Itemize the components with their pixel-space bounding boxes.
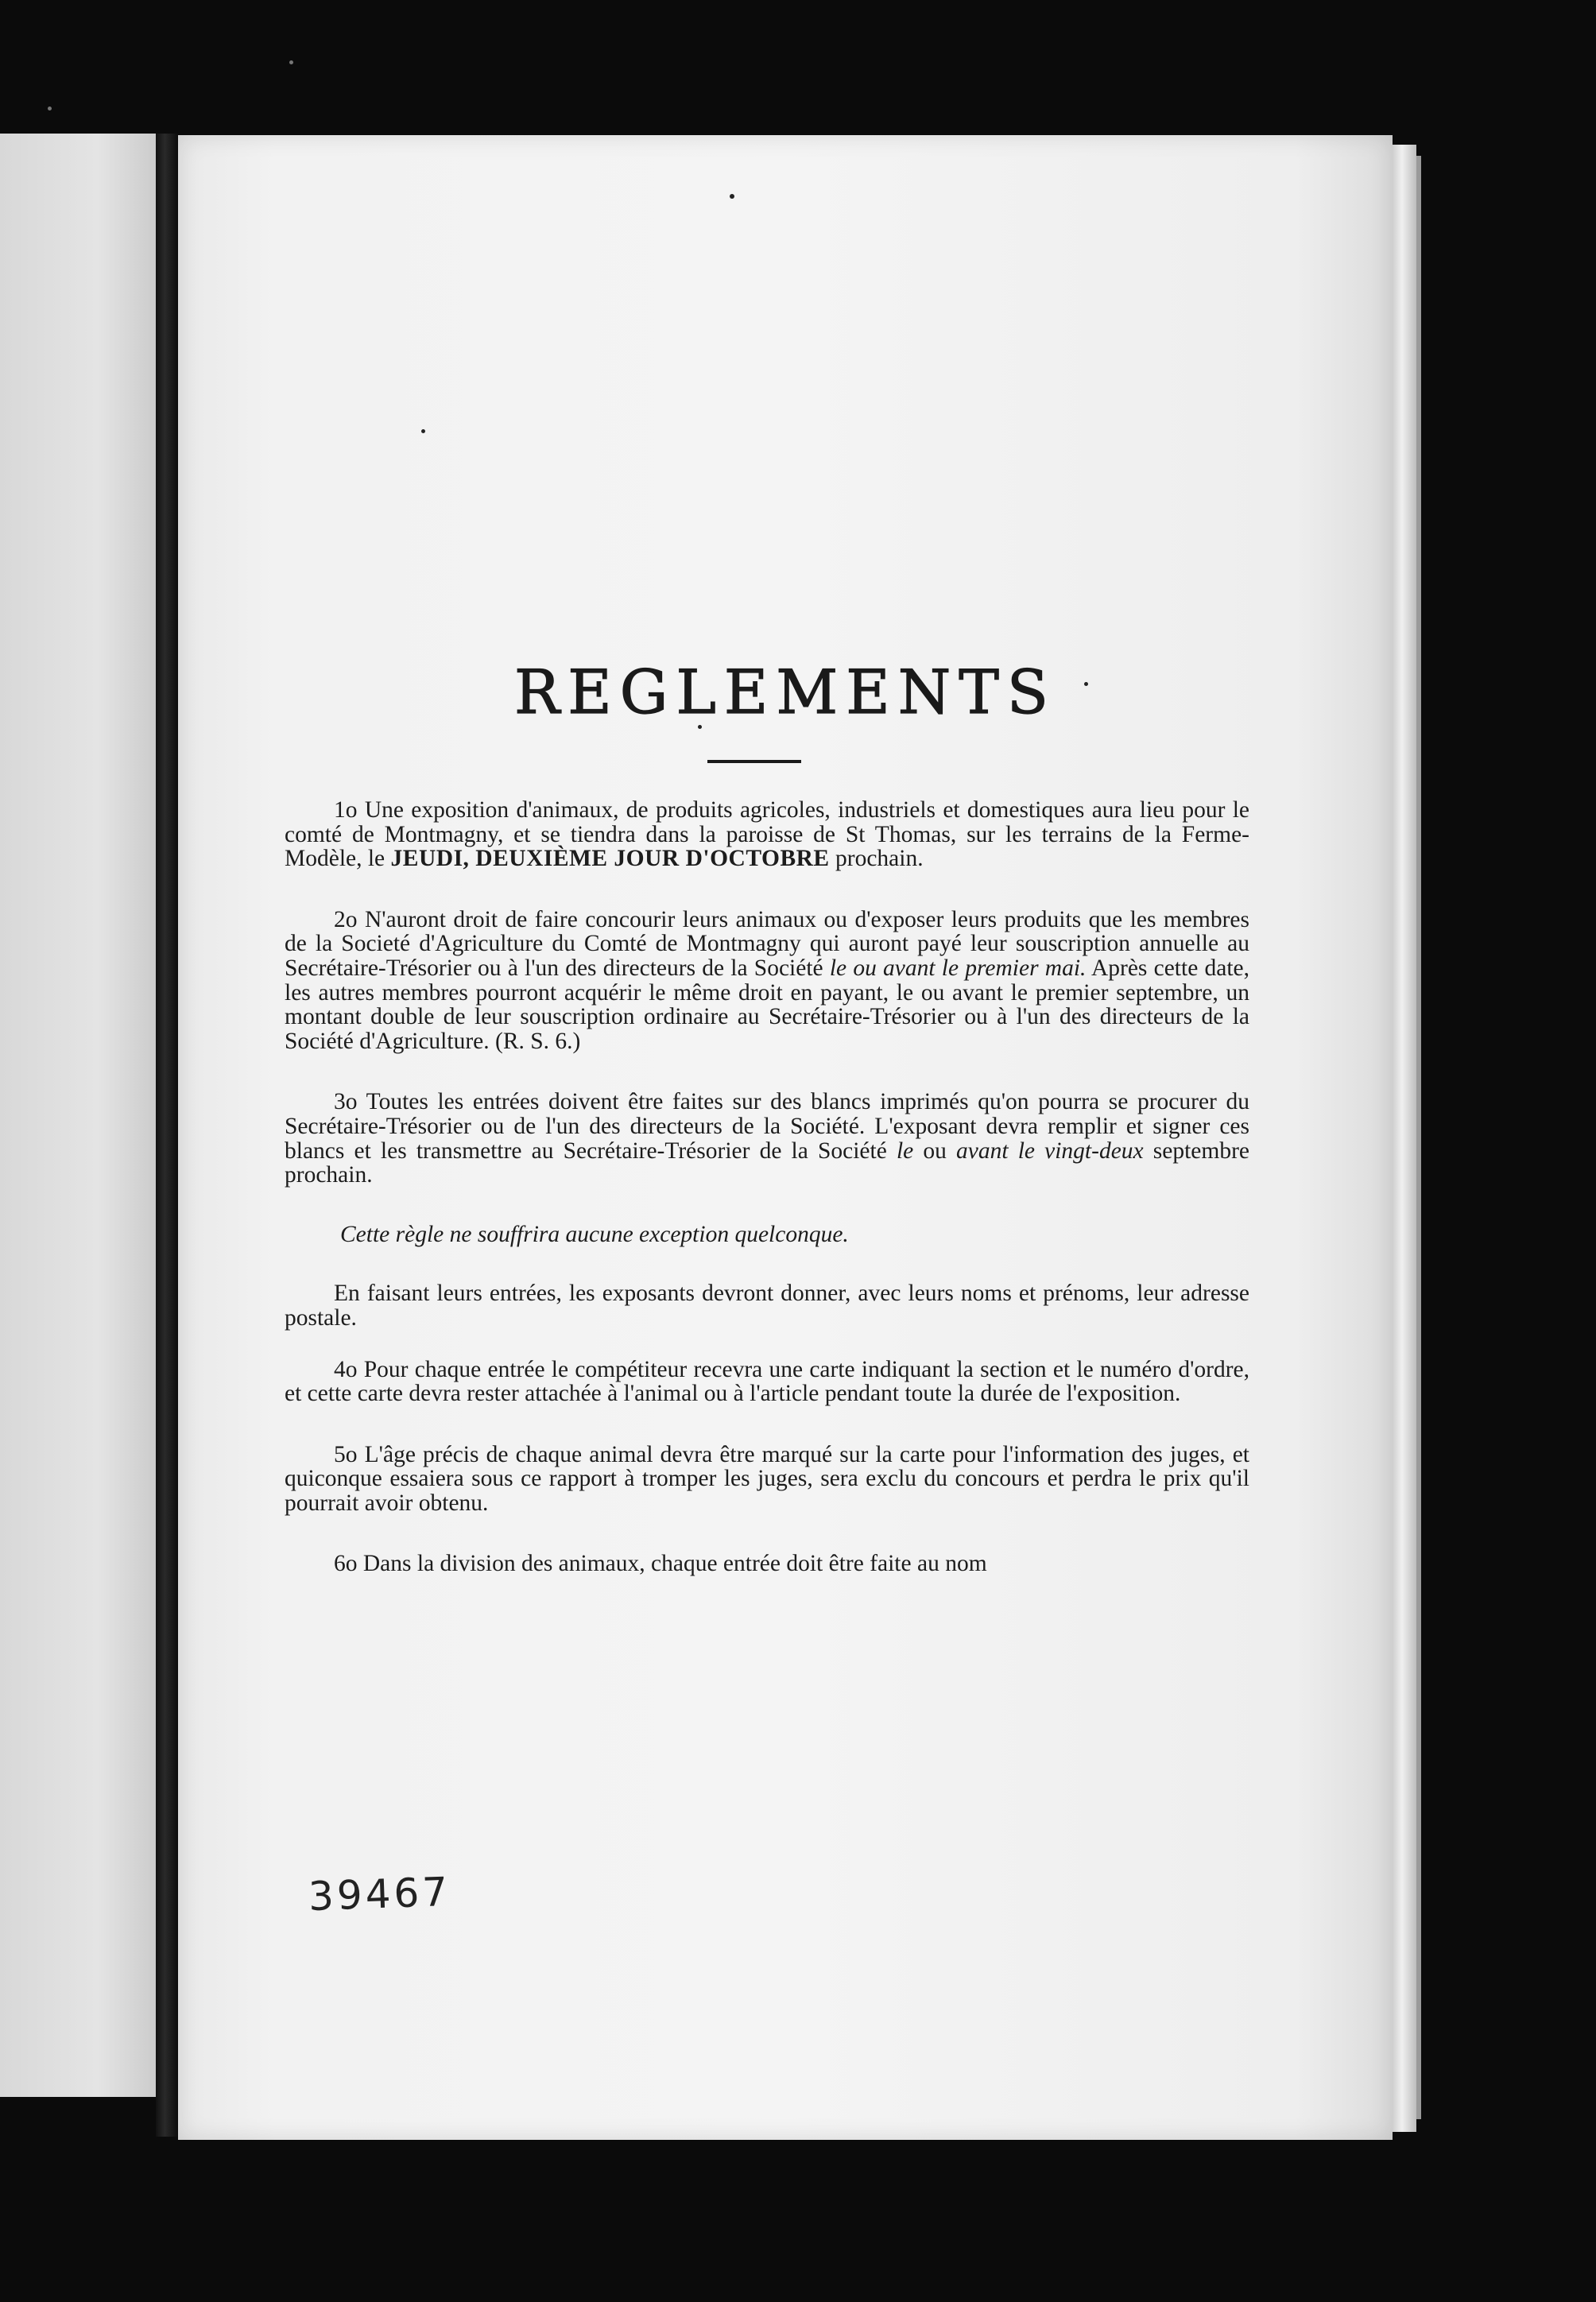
paragraph-text: L'âge précis de chaque animal devra être marqué sur la carte pour l'information des juges, et quiconque essaiera sous ce rapport à tromper les juges, sera exclu du concours et perdra le prix qu'il pourrait avoir obtenu. xyxy=(285,1441,1250,1516)
page-stack-edge xyxy=(1393,145,1416,2132)
dust-speck xyxy=(730,194,734,199)
paragraph-3 xyxy=(285,1090,1249,1187)
dust-speck xyxy=(421,429,425,433)
paragraph-2 xyxy=(285,908,1249,1054)
paragraph-text: Pour chaque entrée le compétiteur recevra une carte indiquant la section et le numéro d'ordre, et cette carte devra rester attachée à l'animal ou à l'article pendant toute la durée de l'exposition. xyxy=(285,1356,1249,1407)
paragraph-emphasis: le xyxy=(896,1137,914,1164)
paragraph-emphasis: le ou avant le premier mai. xyxy=(829,955,1087,981)
paragraph-text: N'auront droit de faire concourir leurs animaux ou d'exposer leurs produits que les membres de la Societé d'Agriculture du Comté de Montmagny qui auront payé leur souscription annuelle au Secrétaire-Trésorier ou à l'un des directeurs de la Société xyxy=(285,906,1249,981)
dust-speck xyxy=(289,60,293,64)
paragraph-6 xyxy=(285,1552,1249,1576)
document-body xyxy=(285,798,1249,1576)
paragraph-5 xyxy=(285,1443,1249,1516)
paragraph-text: Dans la division des animaux, chaque entrée doit être faite au nom xyxy=(362,1551,987,1577)
event-date: JEUDI, DEUXIÈME JOUR D'OCTOBRE xyxy=(390,846,830,872)
paragraph-number: 1o xyxy=(334,797,358,823)
paragraph-number: 2o xyxy=(334,906,358,932)
entries-note: En faisant leurs entrées, les exposants devront donner, avec leurs noms et prénoms, leur adresse postale. xyxy=(285,1281,1249,1331)
rule-notice: Cette règle ne souffrira aucune exception quelconque. xyxy=(340,1221,849,1247)
paragraph-text: Après cette date, les autres membres pourront acquérir le même droit en payant, le ou avant le premier septembre, un montant double de leur souscription ordinaire au Secrétaire-Trésorier ou à l'un des directeurs de la Société d'Agriculture. (R. S. 6.) xyxy=(285,955,1250,1054)
paragraph-4 xyxy=(285,1358,1249,1406)
paragraph-number: 6o xyxy=(334,1551,358,1577)
page-stack-shadow xyxy=(1416,156,1421,2119)
document-title: REGLEMENTS xyxy=(514,657,1056,727)
paragraph-text: Toutes les entrées doivent être faites sur des blancs imprimés qu'on pourra se procurer du Secrétaire-Trésorier ou de l'un des directeurs de la Société. L'exposant devra remplir et signer ces blancs et les transmettre au Secrétaire-Trésorier de la Société xyxy=(285,1089,1249,1164)
paragraph-text: Une exposition d'animaux, de produits agricoles, industriels et domestiques aura lieu pour le comté de Montmagny, et se tiendra dans la paroisse de St Thomas, sur les terrains de la Ferme-Modèle, le xyxy=(285,797,1249,872)
book-spine xyxy=(156,134,178,2137)
paragraph-text: septembre prochain. xyxy=(285,1137,1250,1188)
paragraph-emphasis: avant le vingt-deux xyxy=(956,1137,1144,1164)
paragraph-text: prochain. xyxy=(829,846,924,872)
handwritten-catalog-number: 39467 xyxy=(308,1868,452,1920)
paragraph-text: ou xyxy=(913,1137,957,1164)
dust-speck xyxy=(48,107,52,110)
title-underline xyxy=(707,760,801,763)
paragraph-number: 5o xyxy=(334,1441,358,1467)
paragraph-1 xyxy=(285,798,1249,871)
previous-page-edge xyxy=(0,134,163,2097)
paragraph-number: 3o xyxy=(334,1089,358,1115)
paragraph-number: 4o xyxy=(334,1356,358,1382)
